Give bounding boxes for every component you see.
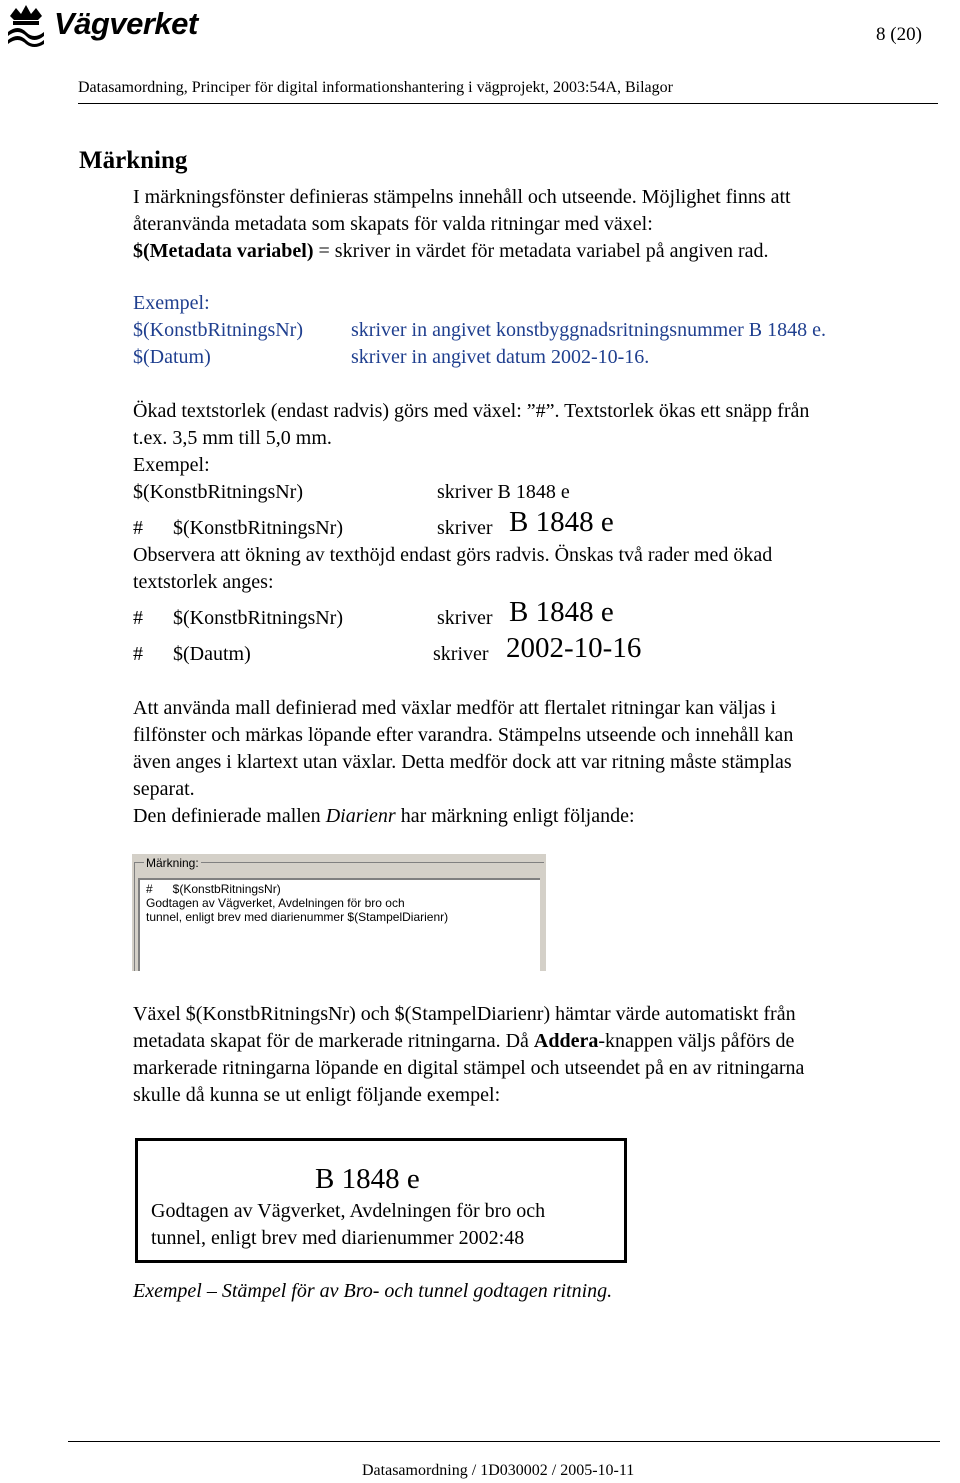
- figure-caption: Exempel – Stämpel för av Bro- och tunnel godtagen ritning.: [133, 1280, 613, 1302]
- after-line-2: [133, 1028, 794, 1055]
- template-line-5: [133, 803, 635, 830]
- marking-field-line-1: # $(KonstbRitningsNr): [146, 882, 281, 896]
- after-line-4: skulle då kunna se ut enligt följande exempel:: [133, 1084, 501, 1106]
- textsize-row3-code: $(KonstbRitningsNr): [173, 607, 343, 629]
- after-line-3: markerade ritningarna löpande en digital stämpel och utseendet på en av ritningarna: [133, 1057, 805, 1079]
- example-label: Exempel:: [133, 292, 210, 314]
- textsize-example-label: Exempel:: [133, 454, 210, 476]
- after-line-1: Växel $(KonstbRitningsNr) och $(StampelDiarienr) hämtar värde automatiskt från: [133, 1003, 796, 1025]
- template-line-1: Att använda mall definierad med växlar medför att flertalet ritningar kan väljas i: [133, 697, 777, 719]
- textsize-row3-word: skriver: [437, 607, 493, 629]
- stamp-line-1: Godtagen av Vägverket, Avdelningen för bro och: [151, 1200, 546, 1222]
- marking-field-line-2: Godtagen av Vägverket, Avdelningen för bro och: [146, 896, 405, 910]
- logo-text: Vägverket: [54, 6, 198, 41]
- template-line-5-pre: Den definierade mallen: [133, 805, 326, 827]
- intro-line-3: [133, 238, 769, 265]
- textsize-row2-hash: #: [133, 517, 143, 539]
- textsize-row1-code: $(KonstbRitningsNr): [133, 481, 303, 503]
- document-title: Datasamordning, Principer för digital informationshantering i vägprojekt, 2003:54A, Bilagor: [78, 79, 673, 96]
- template-line-2: filfönster och märkas löpande efter varandra. Stämpelns utseende och innehåll kan: [133, 724, 794, 746]
- crown-logo-icon: [4, 2, 48, 48]
- section-heading: Märkning: [79, 147, 188, 174]
- example-desc-konstb: skriver in angivet konstbyggnadsritningsnummer B 1848 e.: [351, 319, 826, 341]
- example-code-datum: $(Datum): [133, 346, 211, 368]
- addera-term: Addera: [533, 1030, 599, 1052]
- textsize-row2-big: B 1848 e: [509, 506, 614, 538]
- textsize-row1-desc: skriver B 1848 e: [437, 481, 570, 503]
- textsize-row2-word: skriver: [437, 517, 493, 539]
- after-line-2-post: -knappen väljs påförs de: [598, 1030, 795, 1052]
- stamp-line-2: tunnel, enligt brev med diarienummer 2002:48: [151, 1227, 525, 1249]
- textsize-row3-hash: #: [133, 607, 143, 629]
- example-code-konstb: $(KonstbRitningsNr): [133, 319, 303, 341]
- metadata-variable-term: $(Metadata variabel): [133, 240, 314, 262]
- marking-groupbox: [132, 854, 546, 971]
- stamp-title: B 1848 e: [315, 1163, 420, 1195]
- template-line-4: separat.: [133, 778, 195, 800]
- note-line-2: textstorlek anges:: [133, 571, 274, 593]
- textsize-row4-big: 2002-10-16: [506, 632, 642, 664]
- intro-line-3-rest: = skriver in värdet för metadata variabel på angiven rad.: [313, 240, 769, 262]
- after-line-2-pre: metadata skapat för de markerade ritningarna. Då: [133, 1030, 534, 1052]
- example-desc-datum: skriver in angivet datum 2002-10-16.: [351, 346, 650, 368]
- marking-group-label: Märkning:: [146, 856, 199, 870]
- intro-line-1: I märkningsfönster definieras stämpelns innehåll och utseende. Möjlighet finns att: [133, 186, 791, 208]
- template-line-3: även anges i klartext utan växlar. Detta medför dock att var ritning måste stämplas: [133, 751, 792, 773]
- textsize-row2-code: $(KonstbRitningsNr): [173, 517, 343, 539]
- textsize-row3-big: B 1848 e: [509, 596, 614, 628]
- note-line-1: Observera att ökning av texthöjd endast görs radvis. Önskas två rader med ökad: [133, 544, 773, 566]
- template-line-5-post: har märkning enligt följande:: [395, 805, 635, 827]
- textsize-row4-hash: #: [133, 643, 143, 665]
- intro-line-2: återanvända metadata som skapats för valda ritningar med växel:: [133, 213, 653, 235]
- marking-text-field[interactable]: [138, 878, 540, 971]
- textsize-line-1: Ökad textstorlek (endast radvis) görs med växel: ”#”. Textstorlek ökas ett snäpp från: [133, 400, 810, 422]
- page-number: 8 (20): [876, 24, 922, 45]
- marking-field-line-3: tunnel, enligt brev med diarienummer $(StampelDiarienr): [146, 910, 449, 924]
- footer-text: Datasamordning / 1D030002 / 2005-10-11: [362, 1462, 635, 1479]
- textsize-row4-code: $(Dautm): [173, 643, 251, 665]
- stamp-example-box: [135, 1138, 627, 1263]
- textsize-line-2: t.ex. 3,5 mm till 5,0 mm.: [133, 427, 332, 449]
- template-name-diarienr: Diarienr: [325, 805, 396, 827]
- header-rule: [78, 103, 938, 104]
- textsize-row4-word: skriver: [433, 643, 489, 665]
- footer-rule: [68, 1441, 940, 1442]
